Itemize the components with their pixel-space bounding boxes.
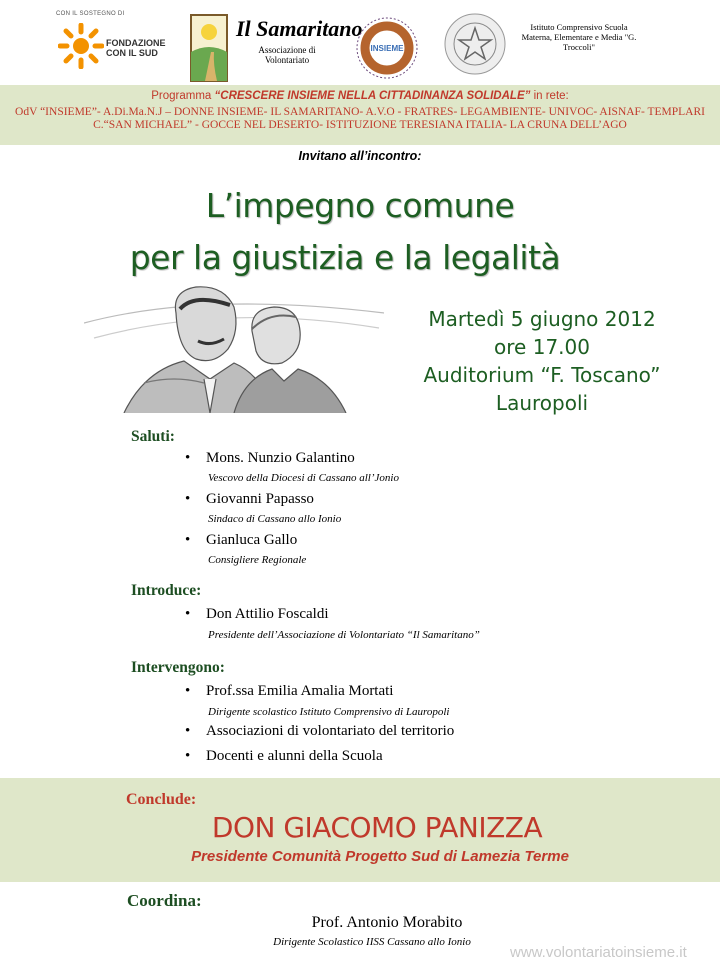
invite-line: Invitano all’incontro:: [298, 149, 422, 163]
list-item: [188, 748, 383, 765]
sun-logo-icon: [58, 23, 104, 69]
fondazione-name-line1: FONDAZIONE: [106, 38, 166, 48]
fondazione-name: [106, 38, 166, 58]
speaker-name: Associazioni di volontariato del territorio: [206, 723, 455, 739]
conclude-role: Presidente Comunità Progetto Sud di Lamezia Terme: [191, 848, 569, 865]
title-line-2: per la giustizia e la legalità: [129, 238, 561, 277]
conclude-label: Conclude:: [126, 791, 197, 808]
speaker-name: Giovanni Papasso: [206, 491, 314, 507]
title-line-1: L’impegno comune: [205, 186, 515, 225]
event-details: [402, 305, 682, 417]
speaker-role: Presidente dell’Associazione di Volontariato “Il Samaritano”: [208, 629, 480, 641]
fondazione-name-line2: CON IL SUD: [106, 48, 158, 58]
event-place: Lauropoli: [495, 391, 589, 415]
list-item: [188, 532, 298, 549]
program-prefix: Programma: [151, 90, 215, 102]
list-item: [188, 491, 314, 508]
introduce-label: Introduce:: [131, 582, 202, 599]
speaker-name: Prof.ssa Emilia Amalia Mortati: [206, 683, 394, 699]
speaker-role: Consigliere Regionale: [208, 554, 307, 566]
program-title: [0, 90, 720, 102]
school-name: Istituto Comprensivo Scuola Materna, Elementare e Media "G. Troccoli": [521, 22, 637, 52]
event-venue: Auditorium “F. Toscano”: [423, 363, 661, 387]
list-item: [188, 606, 329, 623]
falcone-borsellino-sketch-image: [84, 283, 394, 413]
speaker-role: Vescovo della Diocesi di Cassano all’Jonio: [208, 472, 399, 484]
speaker-role: Sindaco di Cassano allo Ionio: [208, 513, 342, 525]
coordina-name: Prof. Antonio Morabito: [311, 914, 463, 931]
samaritano-logo-icon: [190, 14, 228, 82]
list-item: [188, 450, 355, 467]
saluti-label: Saluti:: [131, 428, 175, 445]
speaker-name: Docenti e alunni della Scuola: [206, 748, 383, 764]
intervengono-label: Intervengono:: [131, 659, 225, 676]
samaritano-subtitle: Associazione di Volontariato: [258, 45, 316, 65]
program-suffix: in rete:: [530, 90, 569, 102]
event-date: Martedì 5 giugno 2012: [428, 307, 656, 331]
website-watermark: www.volontariatoinsieme.it: [510, 944, 687, 961]
list-item: [188, 683, 394, 700]
insieme-label: INSIEME: [370, 44, 404, 53]
speaker-role: Dirigente scolastico Istituto Comprensivo di Lauropoli: [208, 706, 450, 718]
conclude-name: DON GIACOMO PANIZZA: [211, 811, 543, 844]
insieme-logo-icon: [352, 12, 422, 82]
network-list: OdV “INSIEME”- A.Di.Ma.N.J – DONNE INSIEME- IL SAMARITANO- A.V.O - FRATRES- LEGAMBIENTE- UNIVOC- AISNAF- TEMPLARI C.“SAN MICHAEL” - GOCCE NEL DESERTO- ISTITUZIONE TERESIANA ITALIA- LA CRUNA DELL’AGO: [15, 106, 705, 131]
fondazione-small-caption: CON IL SOSTEGNO DI: [56, 11, 125, 17]
event-time: ore 17.00: [494, 335, 590, 359]
samaritano-title: Il Samaritano: [236, 16, 363, 41]
list-item: [188, 723, 455, 740]
speaker-name: Don Attilio Foscaldi: [206, 606, 329, 622]
speaker-name: Mons. Nunzio Galantino: [206, 450, 355, 466]
italian-republic-emblem-icon: [443, 12, 507, 76]
coordina-role: Dirigente Scolastico IISS Cassano allo Ionio: [273, 936, 471, 948]
speaker-name: Gianluca Gallo: [206, 532, 298, 548]
program-name: “CRESCERE INSIEME NELLA CITTADINANZA SOLIDALE”: [214, 90, 531, 102]
coordina-label: Coordina:: [127, 891, 202, 910]
